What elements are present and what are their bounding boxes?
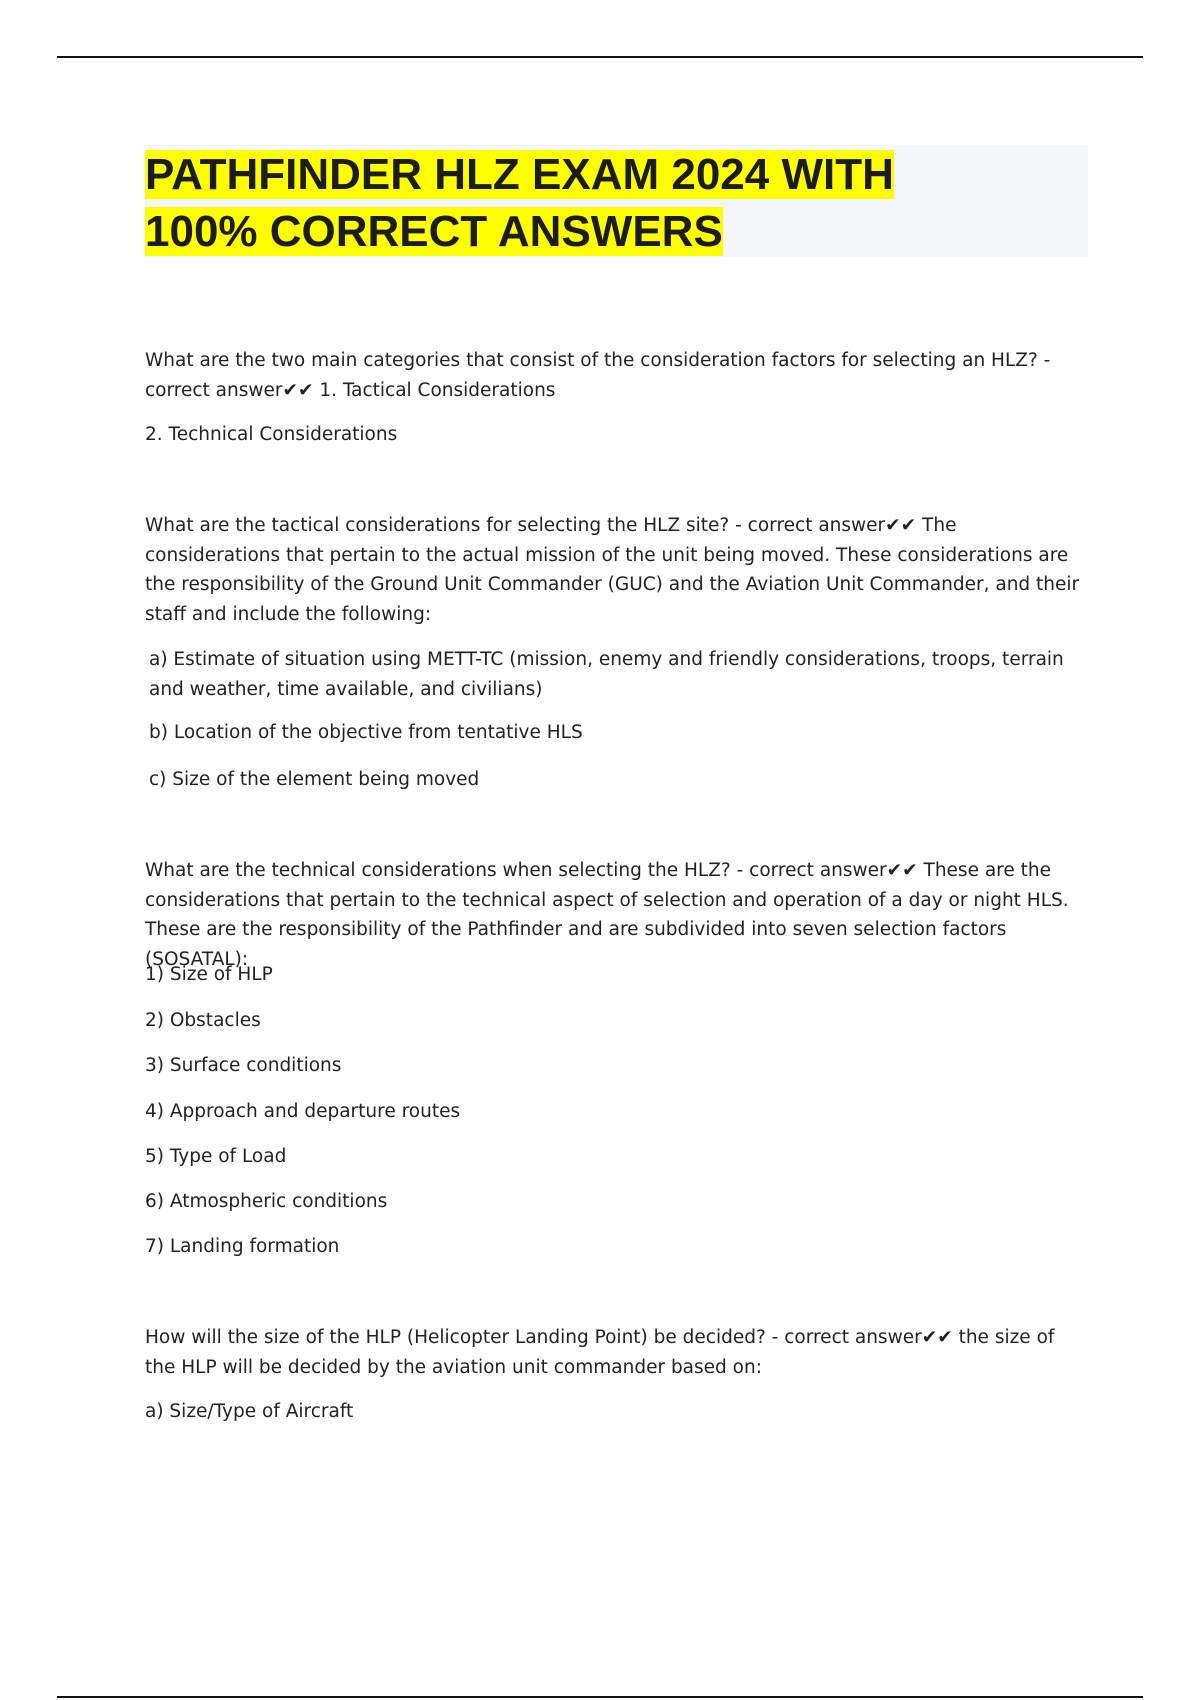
question-text: What are the tactical considerations for selecting the HLZ site? - correct answer✔✔ The considerations that pertain to the actual mission of the unit being moved. These considerations are the responsibility of the Ground Unit Commander (GUC) and the Aviation Unit Commander, and their staff and include the following: xyxy=(145,515,1080,625)
title-line-1: PATHFINDER HLZ EXAM 2024 WITH xyxy=(145,150,894,199)
answer-item: a) Estimate of situation using METT-TC (mission, enemy and friendly considerations, troops, terrain and weather, time available, and civilians) xyxy=(149,649,1064,700)
bottom-rule xyxy=(57,1696,1143,1698)
answer-item: 1) Size of HLP xyxy=(145,964,273,985)
question-text: How will the size of the HLP (Helicopter Landing Point) be decided? - correct answer✔✔ the size of the HLP will be decided by the aviation unit commander based on: xyxy=(145,1327,1055,1378)
question-3 xyxy=(145,856,1090,974)
question-4 xyxy=(145,1323,1090,1382)
page-title xyxy=(145,146,1045,260)
question-2 xyxy=(145,511,1090,629)
answer-item: 2) Obstacles xyxy=(145,1010,261,1031)
answer-item: 4) Approach and departure routes xyxy=(145,1101,461,1122)
question-text: What are the two main categories that consist of the consideration factors for selecting an HLZ? - correct answer✔✔ 1. Tactical Considerations xyxy=(145,350,1051,401)
answer-item: 6) Atmospheric conditions xyxy=(145,1191,388,1212)
answer-item: 2. Technical Considerations xyxy=(145,424,398,445)
question-text: What are the technical considerations when selecting the HLZ? - correct answer✔✔ These are the considerations that pertain to the technical aspect of selection and operation of a day or night HLS. These are the responsibility of the Pathfinder and are subdivided into seven selection factors (SOSATAL): xyxy=(145,860,1069,970)
answer-item: a) Size/Type of Aircraft xyxy=(145,1401,354,1422)
answer-item: b) Location of the objective from tentative HLS xyxy=(149,722,583,743)
answer-item: 3) Surface conditions xyxy=(145,1055,342,1076)
answer-item: 7) Landing formation xyxy=(145,1236,340,1257)
answer-item: c) Size of the element being moved xyxy=(149,769,480,790)
question-1 xyxy=(145,346,1090,405)
top-rule xyxy=(57,56,1143,58)
title-line-2: 100% CORRECT ANSWERS xyxy=(145,207,723,256)
answer-item: 5) Type of Load xyxy=(145,1146,287,1167)
